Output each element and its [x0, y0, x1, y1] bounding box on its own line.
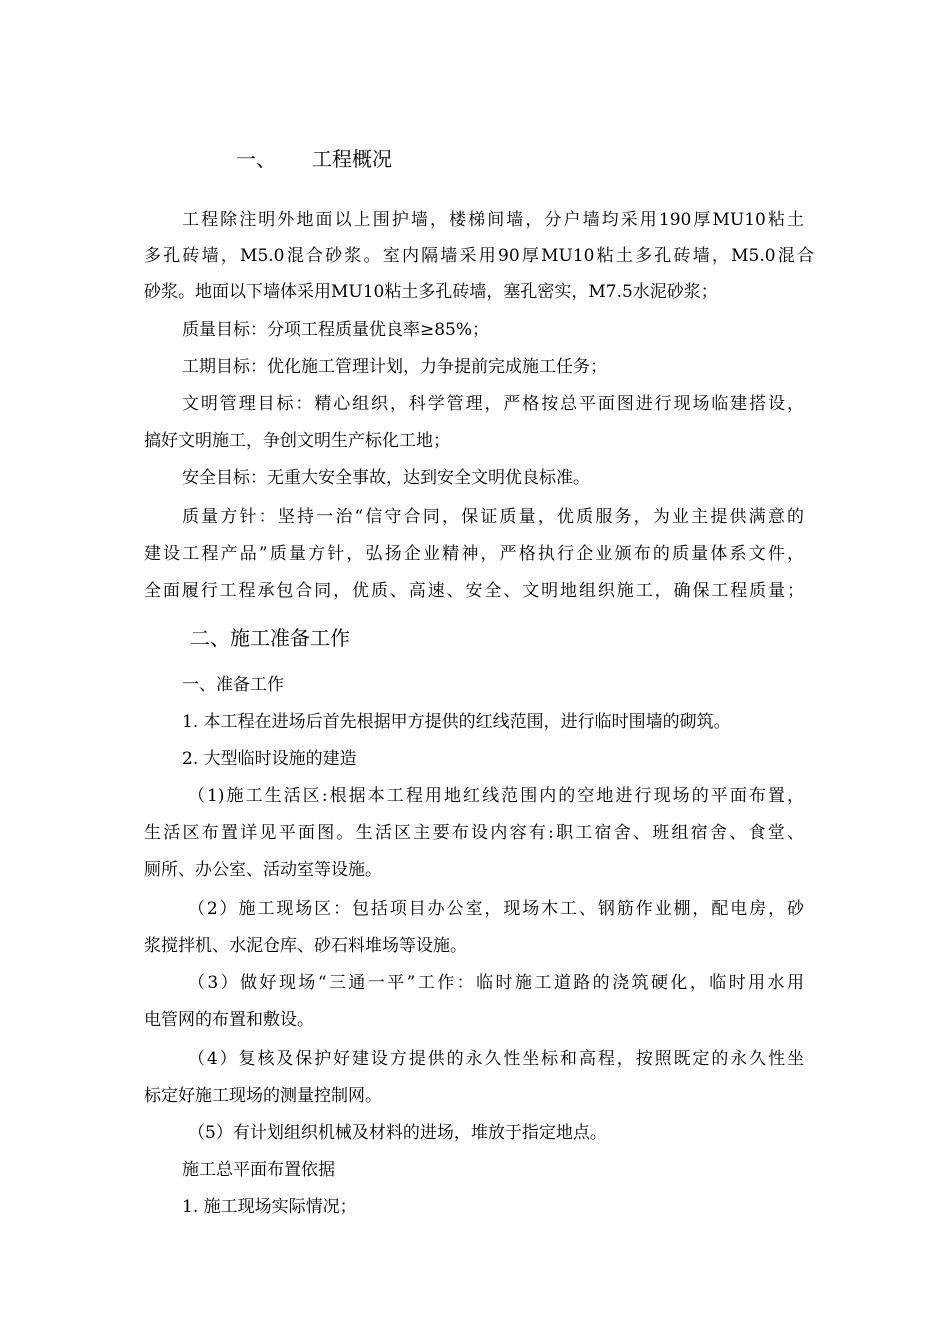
- materials-entry: （5）有计划组织机械及材料的进场，堆放于指定地点。: [188, 1123, 607, 1143]
- overview-line-2: 多孔砖墙，M5.0混合砂浆。室内隔墙采用90厚MU10粘土多孔砖墙，M5.0混合: [144, 246, 814, 266]
- quality-policy-line-3: 全面履行工程承包合同，优质、高速、安全、文明地组织施工，确保工程质量；: [144, 581, 804, 601]
- section2-title: 二、施工准备工作: [190, 626, 350, 650]
- survey-control-line-2: 标定好施工现场的测量控制网。: [144, 1086, 382, 1106]
- quality-policy-line-1: 质量方针：坚持一治“信守合同，保证质量，优质服务，为业主提供满意的: [182, 507, 804, 527]
- prep-item-2: 2. 大型临时设施的建造: [182, 749, 357, 769]
- subsection-prep-work: 一、准备工作: [182, 675, 284, 695]
- living-area-line-1: （1)施工生活区:根据本工程用地红线范围内的空地进行现场的平面布置，: [188, 786, 804, 806]
- schedule-goal: 工期目标：优化施工管理计划，力争提前完成施工任务；: [182, 357, 607, 377]
- overview-line-1: 工程除注明外地面以上围护墙，楼梯间墙，分户墙均采用190厚MU10粘土: [182, 210, 804, 230]
- safety-goal: 安全目标：无重大安全事故，达到安全文明优良标准。: [182, 468, 590, 488]
- quality-policy-line-2: 建设工程产品”质量方针，弘扬企业精神，严格执行企业颁布的质量体系文件，: [144, 544, 804, 564]
- section1-title: 工程概况: [312, 147, 392, 171]
- site-area-line-2: 浆搅拌机、水泥仓库、砂石料堆场等设施。: [144, 936, 467, 956]
- three-links-line-2: 电管网的布置和敷设。: [144, 1010, 314, 1030]
- quality-goal: 质量目标：分项工程质量优良率≥85%；: [182, 320, 490, 340]
- layout-basis-item-1: 1. 施工现场实际情况；: [182, 1197, 357, 1217]
- site-area-line-1: （2）施工现场区：包括项目办公室，现场木工、钢筋作业棚，配电房，砂: [188, 899, 804, 919]
- civilized-goal-line-1: 文明管理目标：精心组织，科学管理，严格按总平面图进行现场临建搭设，: [182, 394, 804, 414]
- section1-number: 一、: [236, 147, 276, 171]
- layout-basis-heading: 施工总平面布置依据: [182, 1160, 335, 1180]
- prep-item-1: 1. 本工程在进场后首先根据甲方提供的红线范围，进行临时围墙的砌筑。: [182, 712, 731, 732]
- civilized-goal-line-2: 搞好文明施工，争创文明生产标化工地；: [144, 431, 450, 451]
- overview-line-3: 砂浆。地面以下墙体采用MU10粘土多孔砖墙，塞孔密实，M7.5水泥砂浆；: [144, 282, 718, 302]
- living-area-line-3: 厕所、办公室、活动室等设施。: [144, 860, 382, 880]
- living-area-line-2: 生活区布置详见平面图。生活区主要布设内容有:职工宿舍、班组宿舍、食堂、: [144, 823, 804, 843]
- three-links-line-1: （3）做好现场“三通一平”工作：临时施工道路的浇筑硬化，临时用水用: [188, 973, 804, 993]
- survey-control-line-1: （4）复核及保护好建设方提供的永久性坐标和高程，按照既定的永久性坐: [188, 1049, 804, 1069]
